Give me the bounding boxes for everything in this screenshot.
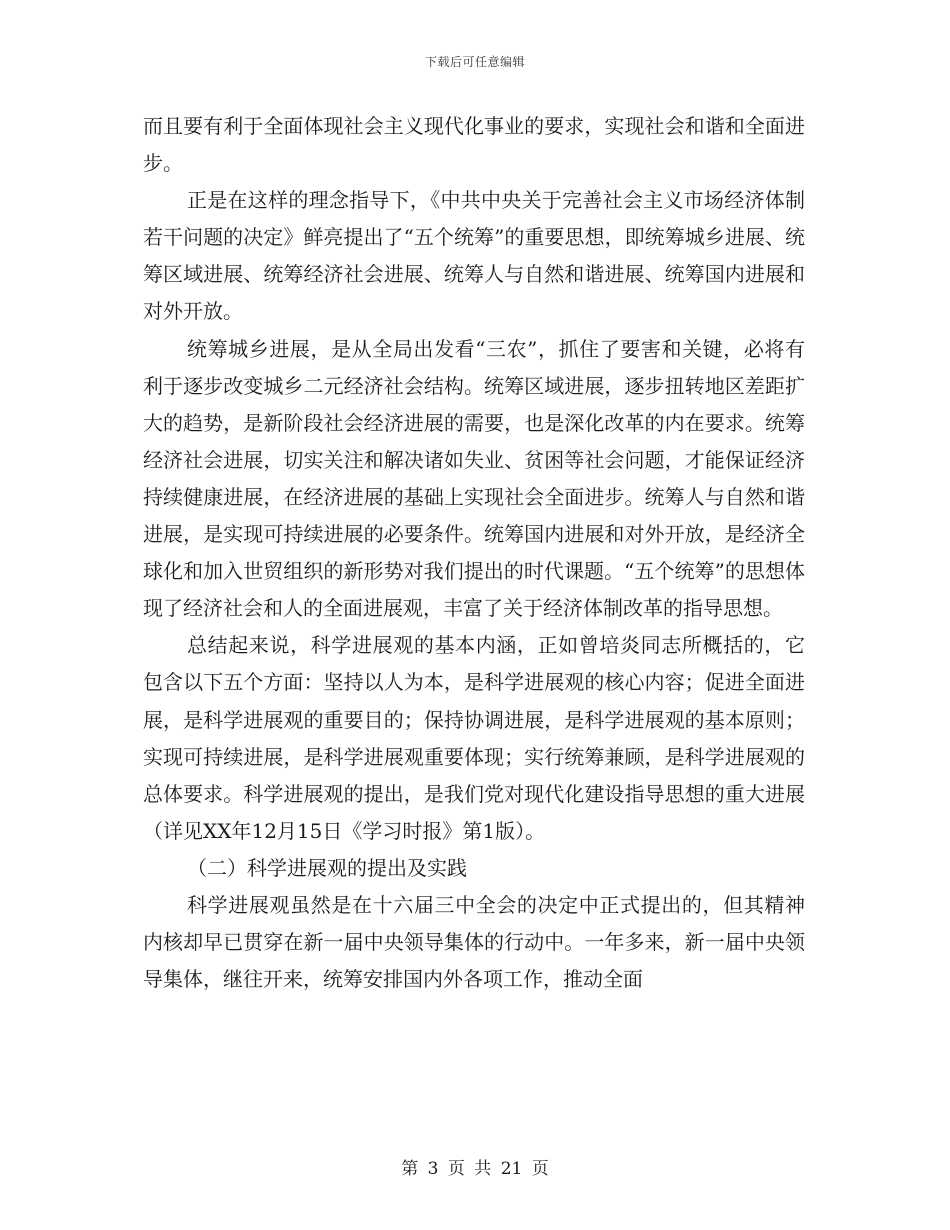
paragraph: 正是在这样的理念指导下，《中共中央关于完善社会主义市场经济体制若干问题的决定》鲜亮提出了“五个统筹”的重要思想，即统筹城乡进展、统筹区域进展、统筹经济社会进展、统筹人与自然和谐进展、统筹国内进展和对外开放。 bbox=[143, 188, 805, 324]
paragraph: 总结起来说，科学进展观的基本内涵，正如曾培炎同志所概括的，它包含以下五个方面：坚持以人为本，是科学进展观的核心内容；促进全面进展，是科学进展观的重要目的；保持协调进展，是科学进展观的基本原则；实现可持续进展，是科学进展观重要体现；实行统筹兼顾，是科学进展观的总体要求。科学进展观的提出，是我们党对现代化建设指导思想的重大进展（详见XX年12月15日《学习时报》第1版）。 bbox=[143, 633, 805, 843]
document-body bbox=[143, 108, 805, 998]
section-heading: （二）科学进展观的提出及实践 bbox=[187, 855, 467, 880]
page-header-note: 下载后可任意编辑 bbox=[424, 55, 525, 69]
paragraph: 科学进展观虽然是在十六届三中全会的决定中正式提出的，但其精神内核却早已贯穿在新一届中央领导集体的行动中。一年多来，新一届中央领导集体，继往开来，统筹安排国内外各项工作，推动全面 bbox=[143, 892, 805, 992]
page-number-footer: 第 3 页 共 21 页 bbox=[401, 1159, 549, 1179]
paragraph-continuation: 而且要有利于全面体现社会主义现代化事业的要求，实现社会和谐和全面进步。 bbox=[143, 114, 805, 176]
paragraph: 统筹城乡进展，是从全局出发看“三农”，抓住了要害和关键，必将有利于逐步改变城乡二元经济社会结构。统筹区域进展，逐步扭转地区差距扩大的趋势，是新阶段社会经济进展的需要，也是深化改革的内在要求。统筹经济社会进展，切实关注和解决诸如失业、贫困等社会问题，才能保证经济持续健康进展，在经济进展的基础上实现社会全面进步。统筹人与自然和谐进展，是实现可持续进展的必要条件。统筹国内进展和对外开放，是经济全球化和加入世贸组织的新形势对我们提出的时代课题。“五个统筹”的思想体现了经济社会和人的全面进展观，丰富了关于经济体制改革的指导思想。 bbox=[143, 336, 805, 621]
